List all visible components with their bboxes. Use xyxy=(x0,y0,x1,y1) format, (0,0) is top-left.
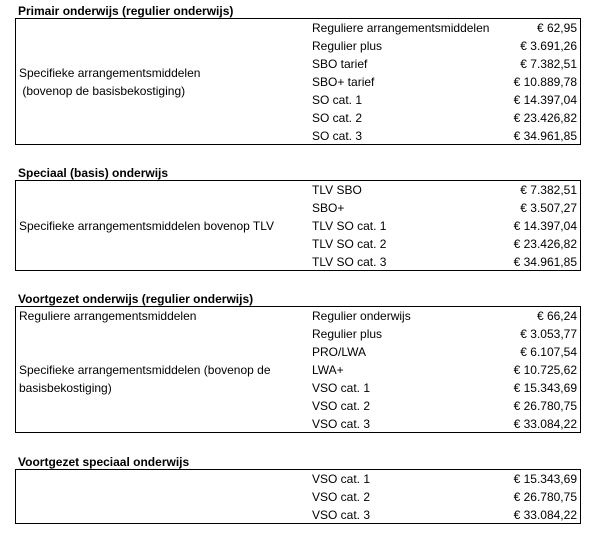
table-row xyxy=(312,199,580,217)
row-value: € 26.780,75 xyxy=(513,399,577,413)
row-value: € 33.084,22 xyxy=(513,508,577,522)
table-row xyxy=(312,470,580,488)
row-value: € 15.343,69 xyxy=(513,472,577,486)
table-row xyxy=(312,37,580,55)
table-row xyxy=(312,109,580,127)
table-row xyxy=(312,19,580,37)
row-label: LWA+ xyxy=(312,363,344,377)
table-row xyxy=(312,361,580,379)
row-value: € 10.725,62 xyxy=(513,363,577,377)
row-value: € 14.397,04 xyxy=(513,219,577,233)
row-label: TLV SBO xyxy=(312,183,362,197)
table-row xyxy=(312,379,580,397)
row-value: € 34.961,85 xyxy=(513,129,577,143)
row-label: SBO+ tarief xyxy=(312,75,375,89)
row-value: € 10.889,78 xyxy=(513,75,577,89)
table-row xyxy=(312,217,580,235)
table-row xyxy=(312,397,580,415)
section-title-speciaal: Speciaal (basis) onderwijs xyxy=(18,166,169,180)
row-label: VSO cat. 1 xyxy=(312,472,371,486)
row-value: € 33.084,22 xyxy=(513,417,577,431)
row-label: SBO tarief xyxy=(312,57,368,71)
table-row xyxy=(312,307,580,325)
row-value: € 14.397,04 xyxy=(513,93,577,107)
row-value: € 23.426,82 xyxy=(513,111,577,125)
row-value: € 3.691,26 xyxy=(520,39,577,53)
table-voortgezet-speciaal xyxy=(15,469,581,524)
description: Specifieke arrangementsmiddelen xyxy=(19,66,201,80)
row-label: TLV SO cat. 3 xyxy=(312,255,387,269)
row-value: € 23.426,82 xyxy=(513,237,577,251)
table-row xyxy=(312,253,580,271)
table-row xyxy=(312,55,580,73)
description: Reguliere arrangementsmiddelen xyxy=(19,309,197,323)
row-label: VSO cat. 2 xyxy=(312,399,371,413)
row-value: € 62,95 xyxy=(536,21,577,35)
row-value: € 15.343,69 xyxy=(513,381,577,395)
row-label: VSO cat. 2 xyxy=(312,490,371,504)
row-label: Regulier plus xyxy=(312,327,383,341)
table-primair xyxy=(15,18,581,145)
row-label: SO cat. 3 xyxy=(312,129,363,143)
row-label: TLV SO cat. 2 xyxy=(312,237,387,251)
row-label: Regulier onderwijs xyxy=(312,309,411,323)
row-label: SO cat. 2 xyxy=(312,111,363,125)
description: Specifieke arrangementsmiddelen (bovenop de xyxy=(19,363,271,377)
row-label: VSO cat. 3 xyxy=(312,508,371,522)
description: Specifieke arrangementsmiddelen bovenop TLV xyxy=(19,219,275,233)
description: basisbekostiging) xyxy=(19,381,112,395)
row-value: € 3.053,77 xyxy=(520,327,577,341)
row-label: TLV SO cat. 1 xyxy=(312,219,387,233)
row-value: € 7.382,51 xyxy=(520,183,577,197)
row-value: € 34.961,85 xyxy=(513,255,577,269)
table-voortgezet xyxy=(15,306,581,433)
table-row xyxy=(312,127,580,145)
table-row xyxy=(312,235,580,253)
row-label: SBO+ xyxy=(312,201,345,215)
table-row xyxy=(312,325,580,343)
description: (bovenop de basisbekostiging) xyxy=(19,84,186,98)
row-value: € 26.780,75 xyxy=(513,490,577,504)
row-label: PRO/LWA xyxy=(312,345,367,359)
section-title-voortgezet-speciaal: Voortgezet speciaal onderwijs xyxy=(18,455,190,469)
row-value: € 6.107,54 xyxy=(520,345,577,359)
section-title-primair: Primair onderwijs (regulier onderwijs) xyxy=(18,4,234,18)
row-label: SO cat. 1 xyxy=(312,93,363,107)
table-row xyxy=(312,506,580,524)
section-title-voortgezet: Voortgezet onderwijs (regulier onderwijs) xyxy=(18,292,254,306)
row-label: Regulier plus xyxy=(312,39,383,53)
table-row xyxy=(312,415,580,433)
row-label: VSO cat. 3 xyxy=(312,417,371,431)
row-value: € 66,24 xyxy=(536,309,577,323)
row-value: € 7.382,51 xyxy=(520,57,577,71)
table-row xyxy=(312,343,580,361)
table-row xyxy=(312,181,580,199)
row-value: € 3.507,27 xyxy=(520,201,577,215)
table-row xyxy=(312,91,580,109)
table-row xyxy=(312,488,580,506)
table-row xyxy=(312,73,580,91)
table-speciaal xyxy=(15,180,581,271)
row-label: VSO cat. 1 xyxy=(312,381,371,395)
row-label: Reguliere arrangementsmiddelen xyxy=(312,21,490,35)
